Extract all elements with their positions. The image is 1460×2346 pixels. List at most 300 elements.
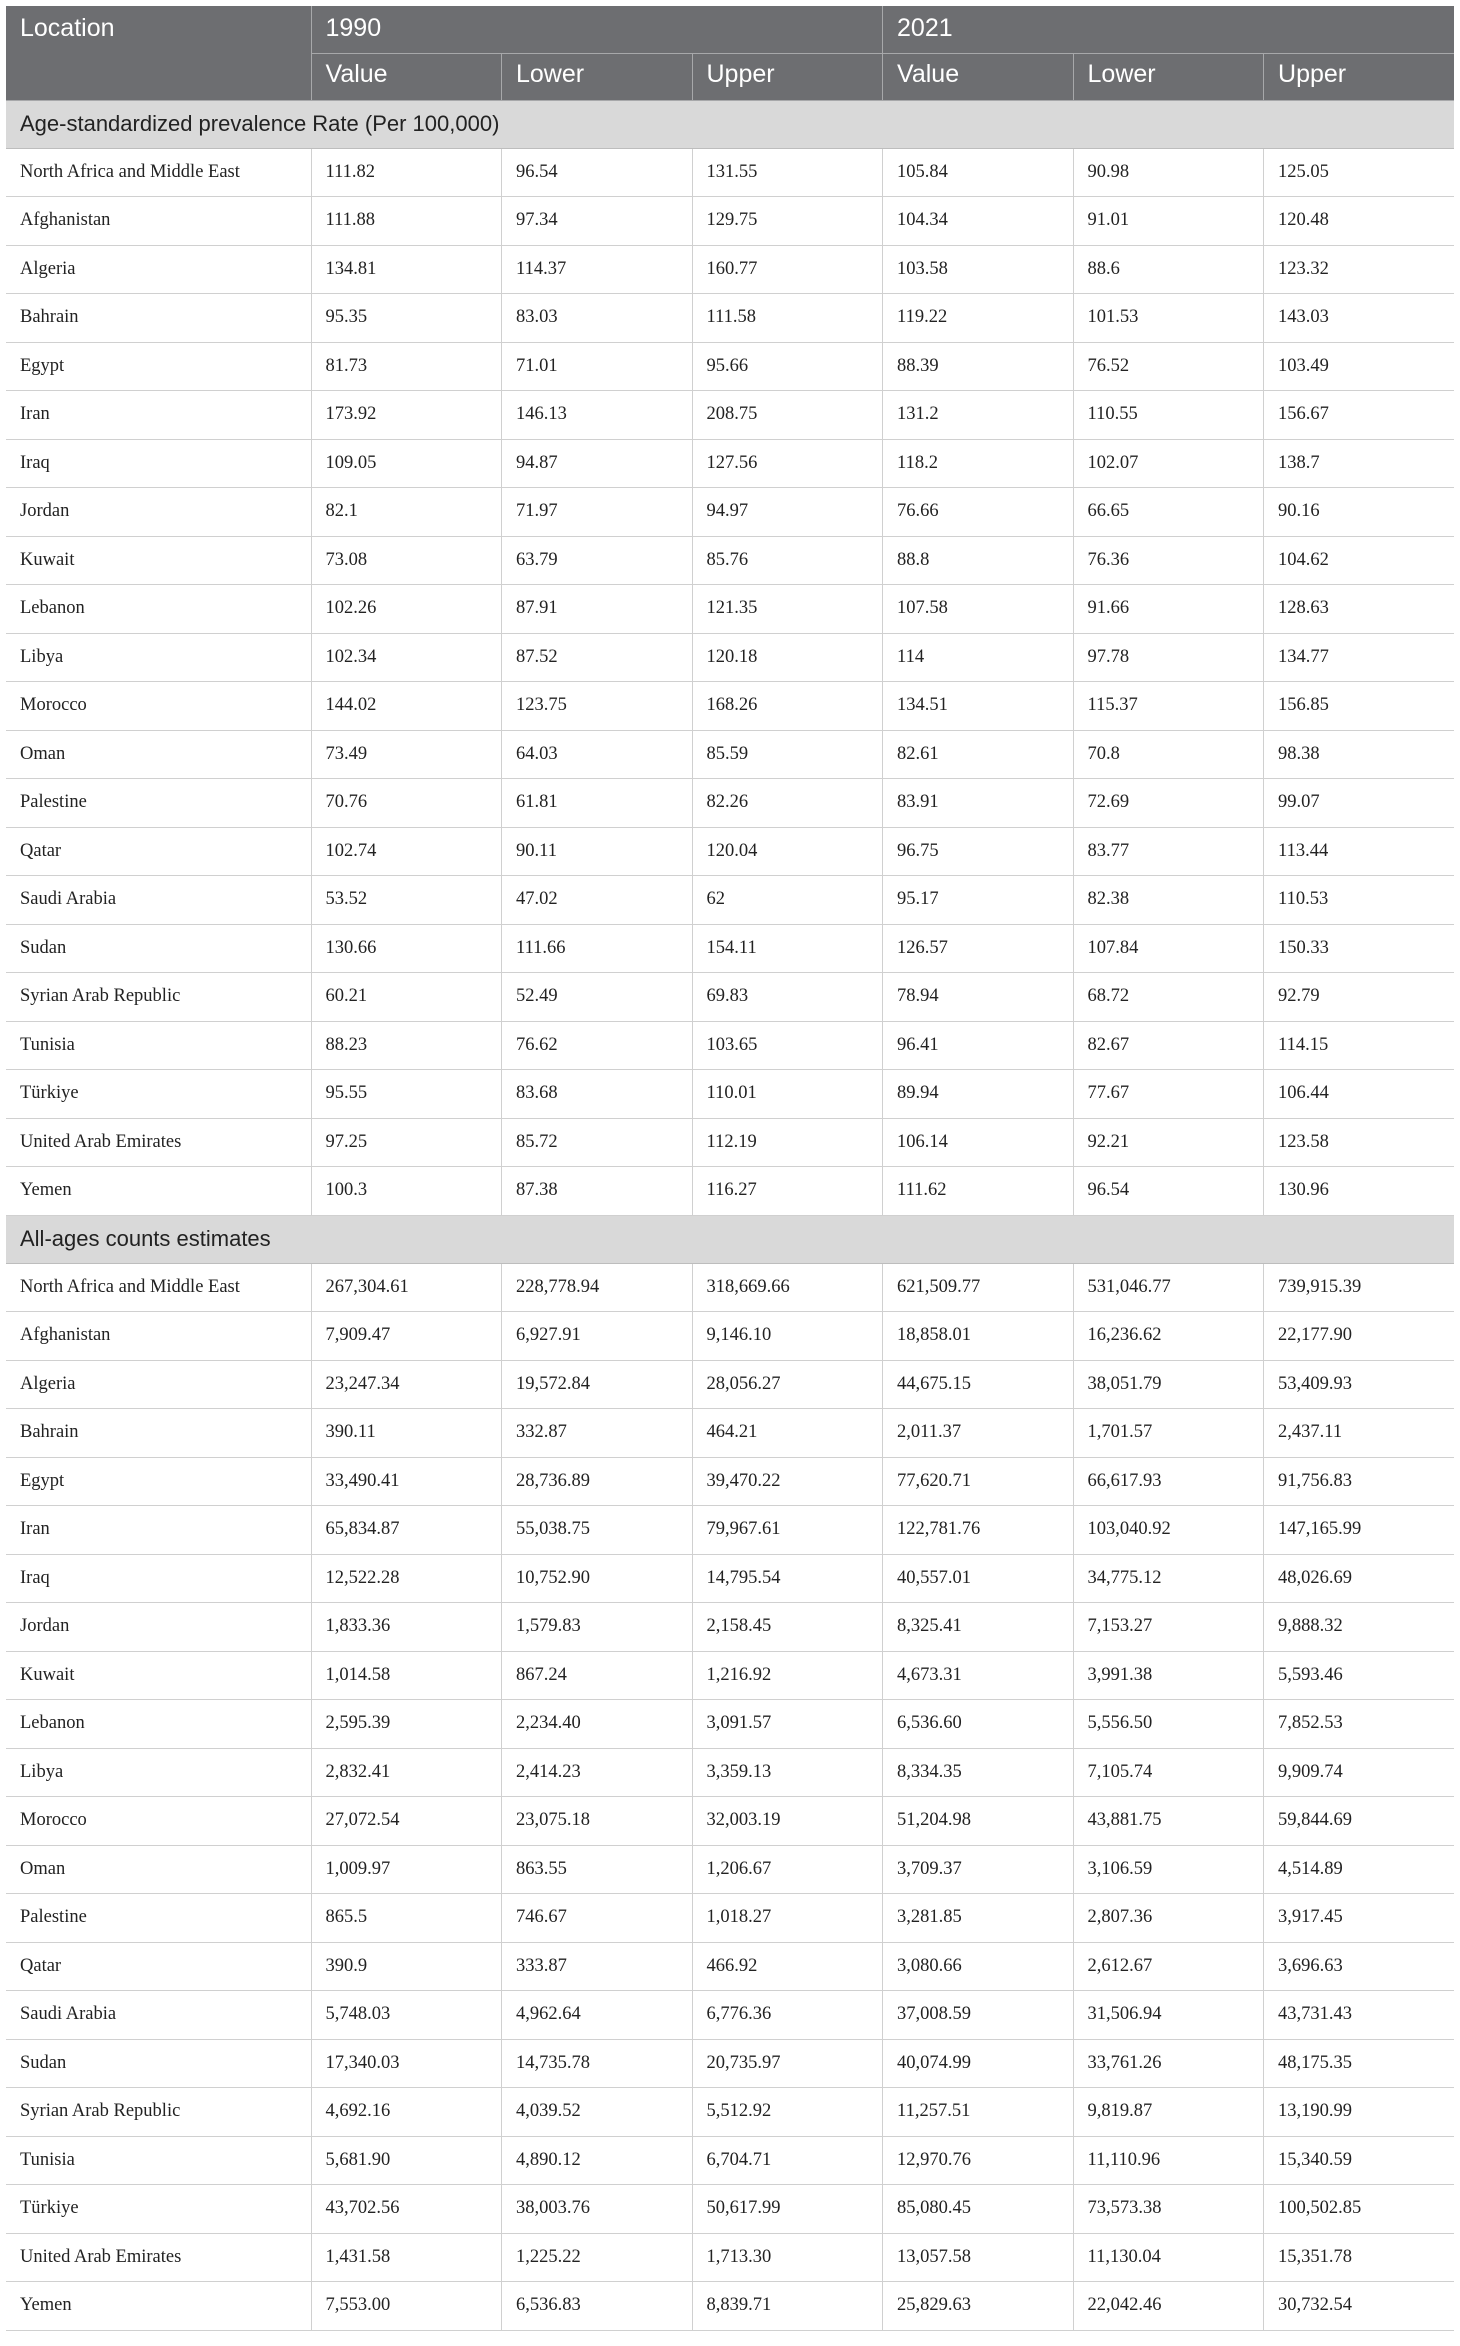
value-2021-header: Value <box>883 53 1074 100</box>
table-row <box>6 1457 1454 1506</box>
location-cell: Yemen <box>6 2282 311 2331</box>
year-1990-header: 1990 <box>311 6 883 53</box>
value-cell: 85.76 <box>692 536 883 585</box>
value-cell: 43,731.43 <box>1264 1991 1455 2040</box>
value-cell: 119.22 <box>883 294 1074 343</box>
value-cell: 122,781.76 <box>883 1506 1074 1555</box>
value-cell: 6,927.91 <box>502 1312 693 1361</box>
section-title: All-ages counts estimates <box>6 1215 1454 1263</box>
value-cell: 76.66 <box>883 488 1074 537</box>
value-cell: 51,204.98 <box>883 1797 1074 1846</box>
value-cell: 867.24 <box>502 1651 693 1700</box>
location-cell: Sudan <box>6 924 311 973</box>
value-cell: 150.33 <box>1264 924 1455 973</box>
value-cell: 76.52 <box>1073 342 1264 391</box>
table-row <box>6 1409 1454 1458</box>
location-cell: Egypt <box>6 342 311 391</box>
value-cell: 1,713.30 <box>692 2233 883 2282</box>
table-row <box>6 245 1454 294</box>
value-cell: 267,304.61 <box>311 1263 502 1312</box>
value-cell: 81.73 <box>311 342 502 391</box>
value-cell: 390.11 <box>311 1409 502 1458</box>
value-cell: 71.01 <box>502 342 693 391</box>
value-cell: 103.49 <box>1264 342 1455 391</box>
value-cell: 96.75 <box>883 827 1074 876</box>
value-cell: 131.2 <box>883 391 1074 440</box>
value-cell: 91.01 <box>1073 197 1264 246</box>
value-cell: 115.37 <box>1073 682 1264 731</box>
prevalence-table <box>6 6 1454 2331</box>
value-cell: 100.3 <box>311 1167 502 1216</box>
value-cell: 5,681.90 <box>311 2136 502 2185</box>
value-cell: 9,146.10 <box>692 1312 883 1361</box>
value-cell: 104.62 <box>1264 536 1455 585</box>
location-cell: Oman <box>6 730 311 779</box>
value-cell: 128.63 <box>1264 585 1455 634</box>
value-cell: 43,702.56 <box>311 2185 502 2234</box>
location-cell: Syrian Arab Republic <box>6 2088 311 2137</box>
table-row <box>6 585 1454 634</box>
value-cell: 64.03 <box>502 730 693 779</box>
value-cell: 105.84 <box>883 148 1074 197</box>
value-cell: 95.17 <box>883 876 1074 925</box>
value-cell: 83.68 <box>502 1070 693 1119</box>
upper-1990-header: Upper <box>692 53 883 100</box>
location-cell: Türkiye <box>6 2185 311 2234</box>
value-cell: 23,247.34 <box>311 1360 502 1409</box>
table-row <box>6 294 1454 343</box>
value-cell: 4,962.64 <box>502 1991 693 2040</box>
value-cell: 70.8 <box>1073 730 1264 779</box>
value-cell: 68.72 <box>1073 973 1264 1022</box>
value-cell: 6,536.60 <box>883 1700 1074 1749</box>
value-cell: 130.66 <box>311 924 502 973</box>
value-cell: 3,991.38 <box>1073 1651 1264 1700</box>
location-cell: Morocco <box>6 682 311 731</box>
value-cell: 92.21 <box>1073 1118 1264 1167</box>
value-cell: 19,572.84 <box>502 1360 693 1409</box>
table-row <box>6 342 1454 391</box>
table-row <box>6 1118 1454 1167</box>
value-cell: 138.7 <box>1264 439 1455 488</box>
value-cell: 7,909.47 <box>311 1312 502 1361</box>
value-cell: 16,236.62 <box>1073 1312 1264 1361</box>
location-cell: Libya <box>6 1748 311 1797</box>
value-cell: 208.75 <box>692 391 883 440</box>
value-cell: 130.96 <box>1264 1167 1455 1216</box>
location-cell: Qatar <box>6 827 311 876</box>
location-cell: Saudi Arabia <box>6 1991 311 2040</box>
value-cell: 101.53 <box>1073 294 1264 343</box>
value-cell: 1,701.57 <box>1073 1409 1264 1458</box>
value-cell: 82.38 <box>1073 876 1264 925</box>
value-cell: 2,158.45 <box>692 1603 883 1652</box>
value-cell: 50,617.99 <box>692 2185 883 2234</box>
value-cell: 1,225.22 <box>502 2233 693 2282</box>
value-cell: 4,692.16 <box>311 2088 502 2137</box>
table-row <box>6 827 1454 876</box>
value-cell: 160.77 <box>692 245 883 294</box>
value-cell: 332.87 <box>502 1409 693 1458</box>
value-cell: 154.11 <box>692 924 883 973</box>
value-cell: 32,003.19 <box>692 1797 883 1846</box>
value-cell: 88.23 <box>311 1021 502 1070</box>
value-cell: 746.67 <box>502 1894 693 1943</box>
table-row <box>6 1894 1454 1943</box>
table-row <box>6 391 1454 440</box>
value-cell: 77,620.71 <box>883 1457 1074 1506</box>
value-cell: 120.48 <box>1264 197 1455 246</box>
table-row <box>6 2039 1454 2088</box>
location-cell: Tunisia <box>6 1021 311 1070</box>
value-cell: 103.65 <box>692 1021 883 1070</box>
value-cell: 103.58 <box>883 245 1074 294</box>
value-cell: 66,617.93 <box>1073 1457 1264 1506</box>
value-cell: 9,909.74 <box>1264 1748 1455 1797</box>
value-cell: 6,704.71 <box>692 2136 883 2185</box>
table-row <box>6 488 1454 537</box>
value-cell: 865.5 <box>311 1894 502 1943</box>
value-cell: 110.53 <box>1264 876 1455 925</box>
value-cell: 28,736.89 <box>502 1457 693 1506</box>
value-cell: 53.52 <box>311 876 502 925</box>
value-cell: 120.04 <box>692 827 883 876</box>
location-cell: Iran <box>6 1506 311 1555</box>
value-cell: 38,051.79 <box>1073 1360 1264 1409</box>
location-cell: Oman <box>6 1845 311 1894</box>
value-cell: 111.66 <box>502 924 693 973</box>
value-cell: 2,437.11 <box>1264 1409 1455 1458</box>
value-cell: 15,340.59 <box>1264 2136 1455 2185</box>
value-cell: 9,819.87 <box>1073 2088 1264 2137</box>
value-cell: 44,675.15 <box>883 1360 1074 1409</box>
value-cell: 9,888.32 <box>1264 1603 1455 1652</box>
location-cell: Iran <box>6 391 311 440</box>
value-cell: 97.25 <box>311 1118 502 1167</box>
location-cell: Jordan <box>6 1603 311 1652</box>
value-cell: 15,351.78 <box>1264 2233 1455 2282</box>
value-cell: 333.87 <box>502 1942 693 1991</box>
value-cell: 134.81 <box>311 245 502 294</box>
table-row <box>6 1070 1454 1119</box>
value-cell: 3,080.66 <box>883 1942 1074 1991</box>
location-cell: Egypt <box>6 1457 311 1506</box>
value-cell: 1,833.36 <box>311 1603 502 1652</box>
value-cell: 82.1 <box>311 488 502 537</box>
table-row <box>6 730 1454 779</box>
value-cell: 98.38 <box>1264 730 1455 779</box>
location-cell: Iraq <box>6 439 311 488</box>
table-row <box>6 682 1454 731</box>
value-cell: 94.97 <box>692 488 883 537</box>
value-cell: 2,612.67 <box>1073 1942 1264 1991</box>
value-cell: 118.2 <box>883 439 1074 488</box>
location-column-header: Location <box>6 6 311 100</box>
table-row <box>6 1700 1454 1749</box>
value-cell: 120.18 <box>692 633 883 682</box>
value-cell: 111.62 <box>883 1167 1074 1216</box>
value-cell: 8,325.41 <box>883 1603 1074 1652</box>
value-cell: 89.94 <box>883 1070 1074 1119</box>
table-row <box>6 2282 1454 2331</box>
value-cell: 88.6 <box>1073 245 1264 294</box>
location-cell: United Arab Emirates <box>6 1118 311 1167</box>
value-cell: 83.77 <box>1073 827 1264 876</box>
table-row <box>6 2185 1454 2234</box>
table-row <box>6 1991 1454 2040</box>
value-cell: 87.91 <box>502 585 693 634</box>
value-cell: 87.38 <box>502 1167 693 1216</box>
value-cell: 72.69 <box>1073 779 1264 828</box>
value-cell: 71.97 <box>502 488 693 537</box>
value-cell: 2,011.37 <box>883 1409 1074 1458</box>
value-cell: 2,595.39 <box>311 1700 502 1749</box>
value-cell: 28,056.27 <box>692 1360 883 1409</box>
location-cell: Kuwait <box>6 536 311 585</box>
value-cell: 88.39 <box>883 342 1074 391</box>
value-cell: 3,359.13 <box>692 1748 883 1797</box>
value-cell: 85.59 <box>692 730 883 779</box>
value-cell: 131.55 <box>692 148 883 197</box>
location-cell: Algeria <box>6 1360 311 1409</box>
value-cell: 78.94 <box>883 973 1074 1022</box>
value-cell: 3,696.63 <box>1264 1942 1455 1991</box>
value-cell: 38,003.76 <box>502 2185 693 2234</box>
value-cell: 464.21 <box>692 1409 883 1458</box>
value-cell: 14,735.78 <box>502 2039 693 2088</box>
value-cell: 5,748.03 <box>311 1991 502 2040</box>
value-cell: 5,593.46 <box>1264 1651 1455 1700</box>
value-cell: 17,340.03 <box>311 2039 502 2088</box>
value-cell: 102.74 <box>311 827 502 876</box>
value-cell: 22,177.90 <box>1264 1312 1455 1361</box>
value-cell: 91.66 <box>1073 585 1264 634</box>
location-cell: Jordan <box>6 488 311 537</box>
table-row <box>6 148 1454 197</box>
value-cell: 63.79 <box>502 536 693 585</box>
value-cell: 123.32 <box>1264 245 1455 294</box>
upper-2021-header: Upper <box>1264 53 1455 100</box>
value-cell: 127.56 <box>692 439 883 488</box>
table-row <box>6 2233 1454 2282</box>
value-cell: 1,009.97 <box>311 1845 502 1894</box>
table-row <box>6 973 1454 1022</box>
value-cell: 6,776.36 <box>692 1991 883 2040</box>
lower-1990-header: Lower <box>502 53 693 100</box>
value-cell: 3,917.45 <box>1264 1894 1455 1943</box>
value-cell: 1,206.67 <box>692 1845 883 1894</box>
value-cell: 8,334.35 <box>883 1748 1074 1797</box>
value-cell: 126.57 <box>883 924 1074 973</box>
value-cell: 3,281.85 <box>883 1894 1074 1943</box>
value-cell: 4,890.12 <box>502 2136 693 2185</box>
value-cell: 1,431.58 <box>311 2233 502 2282</box>
value-cell: 112.19 <box>692 1118 883 1167</box>
location-cell: United Arab Emirates <box>6 2233 311 2282</box>
value-cell: 83.91 <box>883 779 1074 828</box>
value-cell: 13,190.99 <box>1264 2088 1455 2137</box>
value-cell: 40,557.01 <box>883 1554 1074 1603</box>
value-cell: 114.37 <box>502 245 693 294</box>
lower-2021-header: Lower <box>1073 53 1264 100</box>
value-cell: 7,153.27 <box>1073 1603 1264 1652</box>
value-cell: 466.92 <box>692 1942 883 1991</box>
value-cell: 8,839.71 <box>692 2282 883 2331</box>
table-row <box>6 1506 1454 1555</box>
value-cell: 3,709.37 <box>883 1845 1074 1894</box>
location-cell: Kuwait <box>6 1651 311 1700</box>
value-cell: 77.67 <box>1073 1070 1264 1119</box>
value-cell: 96.54 <box>502 148 693 197</box>
location-cell: Saudi Arabia <box>6 876 311 925</box>
value-cell: 5,556.50 <box>1073 1700 1264 1749</box>
value-cell: 59,844.69 <box>1264 1797 1455 1846</box>
value-cell: 2,414.23 <box>502 1748 693 1797</box>
value-cell: 114.15 <box>1264 1021 1455 1070</box>
value-cell: 43,881.75 <box>1073 1797 1264 1846</box>
value-cell: 2,832.41 <box>311 1748 502 1797</box>
value-cell: 129.75 <box>692 197 883 246</box>
value-cell: 70.76 <box>311 779 502 828</box>
value-cell: 106.14 <box>883 1118 1074 1167</box>
value-cell: 4,039.52 <box>502 2088 693 2137</box>
value-cell: 12,970.76 <box>883 2136 1074 2185</box>
value-cell: 47.02 <box>502 876 693 925</box>
location-cell: Sudan <box>6 2039 311 2088</box>
value-cell: 390.9 <box>311 1942 502 1991</box>
value-cell: 125.05 <box>1264 148 1455 197</box>
location-cell: Lebanon <box>6 585 311 634</box>
value-cell: 114 <box>883 633 1074 682</box>
table-row <box>6 633 1454 682</box>
value-cell: 11,130.04 <box>1073 2233 1264 2282</box>
value-cell: 85.72 <box>502 1118 693 1167</box>
value-cell: 6,536.83 <box>502 2282 693 2331</box>
table-row <box>6 1797 1454 1846</box>
value-cell: 33,761.26 <box>1073 2039 1264 2088</box>
value-cell: 102.26 <box>311 585 502 634</box>
value-cell: 104.34 <box>883 197 1074 246</box>
location-cell: Yemen <box>6 1167 311 1216</box>
value-cell: 82.61 <box>883 730 1074 779</box>
year-2021-header: 2021 <box>883 6 1455 53</box>
value-cell: 107.84 <box>1073 924 1264 973</box>
value-cell: 61.81 <box>502 779 693 828</box>
location-cell: Türkiye <box>6 1070 311 1119</box>
value-cell: 10,752.90 <box>502 1554 693 1603</box>
value-cell: 37,008.59 <box>883 1991 1074 2040</box>
value-cell: 1,014.58 <box>311 1651 502 1700</box>
table-row <box>6 876 1454 925</box>
value-cell: 863.55 <box>502 1845 693 1894</box>
value-cell: 65,834.87 <box>311 1506 502 1555</box>
value-cell: 123.58 <box>1264 1118 1455 1167</box>
value-cell: 55,038.75 <box>502 1506 693 1555</box>
value-cell: 4,673.31 <box>883 1651 1074 1700</box>
value-cell: 739,915.39 <box>1264 1263 1455 1312</box>
value-cell: 90.98 <box>1073 148 1264 197</box>
value-cell: 73,573.38 <box>1073 2185 1264 2234</box>
value-cell: 111.88 <box>311 197 502 246</box>
location-cell: North Africa and Middle East <box>6 148 311 197</box>
table-row <box>6 536 1454 585</box>
value-cell: 83.03 <box>502 294 693 343</box>
value-cell: 156.67 <box>1264 391 1455 440</box>
value-cell: 1,579.83 <box>502 1603 693 1652</box>
value-cell: 95.66 <box>692 342 883 391</box>
value-cell: 97.34 <box>502 197 693 246</box>
value-cell: 13,057.58 <box>883 2233 1074 2282</box>
value-cell: 87.52 <box>502 633 693 682</box>
value-cell: 7,553.00 <box>311 2282 502 2331</box>
value-cell: 85,080.45 <box>883 2185 1074 2234</box>
value-cell: 318,669.66 <box>692 1263 883 1312</box>
value-cell: 34,775.12 <box>1073 1554 1264 1603</box>
value-cell: 52.49 <box>502 973 693 1022</box>
value-cell: 168.26 <box>692 682 883 731</box>
value-cell: 113.44 <box>1264 827 1455 876</box>
value-cell: 531,046.77 <box>1073 1263 1264 1312</box>
value-cell: 40,074.99 <box>883 2039 1074 2088</box>
table-row <box>6 1748 1454 1797</box>
value-cell: 33,490.41 <box>311 1457 502 1506</box>
value-cell: 76.62 <box>502 1021 693 1070</box>
value-cell: 173.92 <box>311 391 502 440</box>
location-cell: Tunisia <box>6 2136 311 2185</box>
value-cell: 228,778.94 <box>502 1263 693 1312</box>
value-cell: 106.44 <box>1264 1070 1455 1119</box>
value-cell: 82.67 <box>1073 1021 1264 1070</box>
value-cell: 90.11 <box>502 827 693 876</box>
table-row <box>6 1312 1454 1361</box>
section-row <box>6 1215 1454 1263</box>
value-cell: 62 <box>692 876 883 925</box>
value-cell: 7,852.53 <box>1264 1700 1455 1749</box>
value-cell: 102.34 <box>311 633 502 682</box>
value-cell: 123.75 <box>502 682 693 731</box>
value-cell: 107.58 <box>883 585 1074 634</box>
table-row <box>6 779 1454 828</box>
value-cell: 621,509.77 <box>883 1263 1074 1312</box>
value-cell: 60.21 <box>311 973 502 1022</box>
value-cell: 2,234.40 <box>502 1700 693 1749</box>
location-cell: Bahrain <box>6 294 311 343</box>
value-cell: 102.07 <box>1073 439 1264 488</box>
table-body <box>6 100 1454 2330</box>
value-cell: 79,967.61 <box>692 1506 883 1555</box>
location-cell: Lebanon <box>6 1700 311 1749</box>
value-cell: 100,502.85 <box>1264 2185 1455 2234</box>
value-cell: 116.27 <box>692 1167 883 1216</box>
location-cell: Afghanistan <box>6 1312 311 1361</box>
value-cell: 7,105.74 <box>1073 1748 1264 1797</box>
value-cell: 134.51 <box>883 682 1074 731</box>
table-row <box>6 1360 1454 1409</box>
value-cell: 111.82 <box>311 148 502 197</box>
table-header <box>6 6 1454 100</box>
value-cell: 143.03 <box>1264 294 1455 343</box>
value-cell: 48,175.35 <box>1264 2039 1455 2088</box>
value-cell: 96.54 <box>1073 1167 1264 1216</box>
table-row <box>6 2088 1454 2137</box>
table-row <box>6 1167 1454 1216</box>
location-cell: Morocco <box>6 1797 311 1846</box>
value-cell: 23,075.18 <box>502 1797 693 1846</box>
value-cell: 11,110.96 <box>1073 2136 1264 2185</box>
section-row <box>6 100 1454 148</box>
value-cell: 110.01 <box>692 1070 883 1119</box>
value-cell: 103,040.92 <box>1073 1506 1264 1555</box>
